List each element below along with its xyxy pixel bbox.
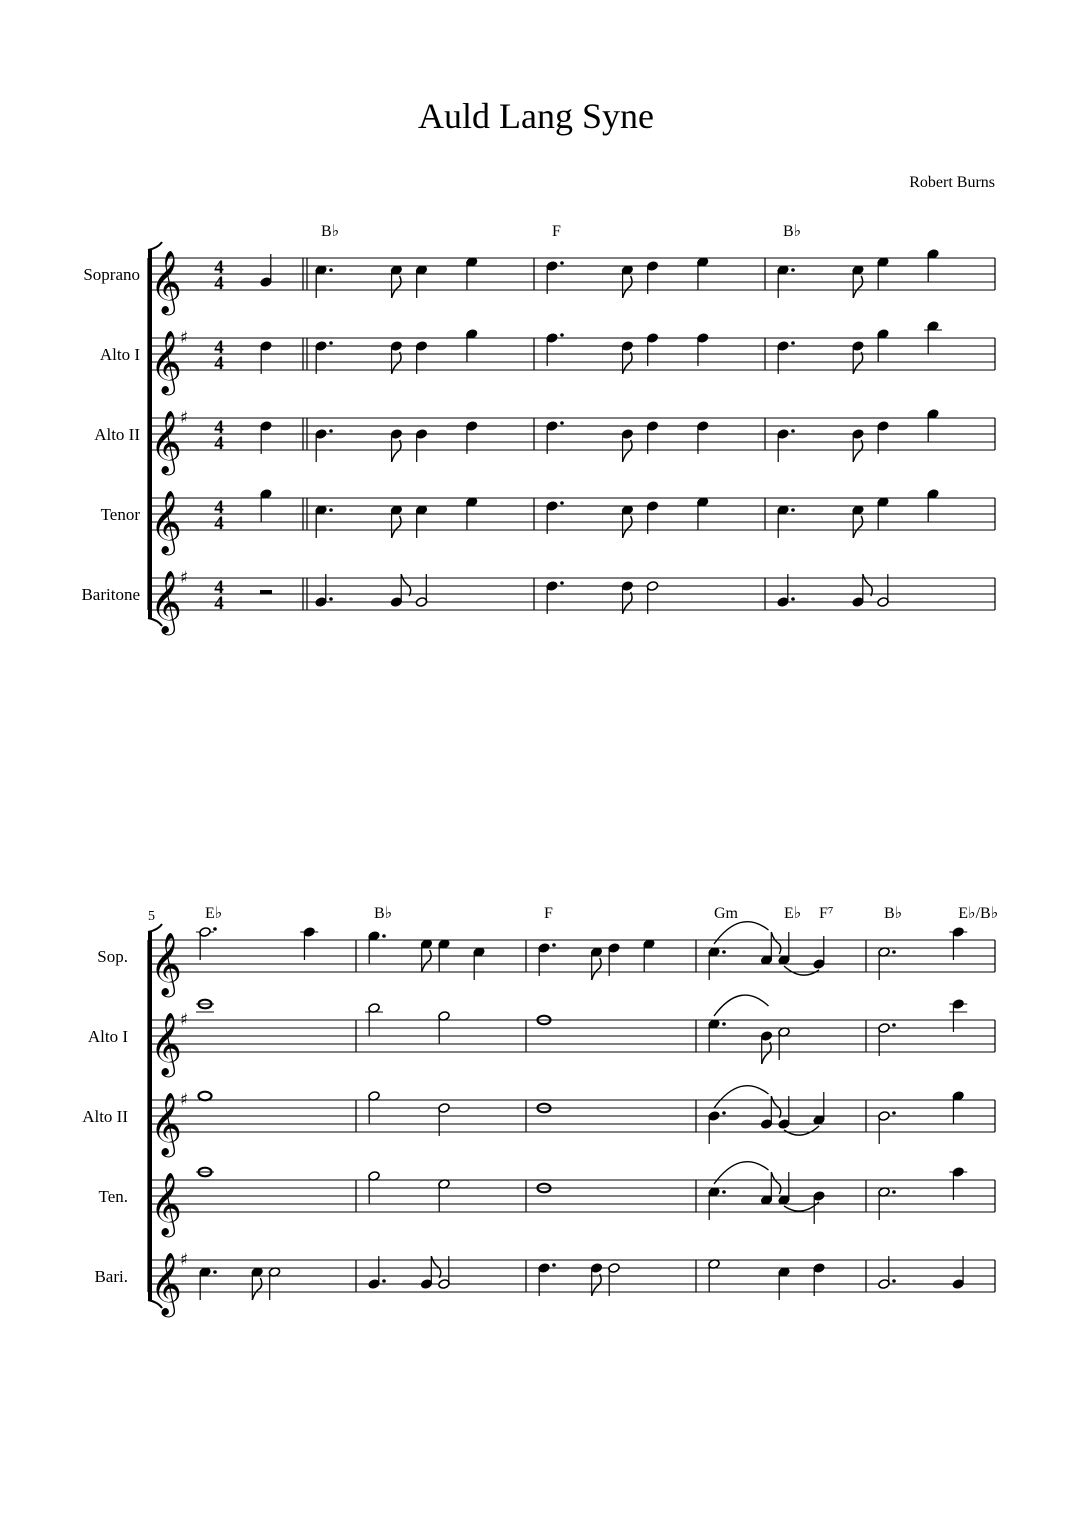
time-signature-numerator: 4 [214, 577, 224, 598]
slur [714, 1086, 769, 1108]
treble-clef-icon: 𝄞 [150, 1172, 182, 1235]
augmentation-dot [892, 1190, 896, 1194]
note [760, 1172, 780, 1205]
note [608, 1263, 620, 1296]
instrument-label: Tenor [100, 505, 140, 524]
note [643, 939, 655, 972]
augmentation-dot [560, 261, 564, 265]
note [621, 341, 633, 374]
note [365, 1003, 383, 1036]
augmentation-dot [213, 927, 217, 931]
time-signature-denominator: 4 [214, 273, 224, 294]
note [852, 265, 864, 298]
note [778, 1027, 790, 1060]
note [697, 333, 709, 366]
augmentation-dot [329, 341, 333, 345]
note [251, 1267, 263, 1300]
note [390, 265, 402, 298]
note [646, 421, 658, 454]
time-signature-denominator: 4 [214, 513, 224, 534]
instrument-label: Ten. [98, 1187, 128, 1206]
note [697, 497, 709, 530]
note [438, 1011, 450, 1044]
sharp-icon: ♯ [179, 408, 189, 428]
note-flag [853, 352, 863, 374]
note-flag [252, 1278, 262, 1300]
note-flag [392, 440, 402, 462]
sharp-icon: ♯ [179, 1250, 189, 1270]
note [924, 321, 942, 354]
note-flag [771, 1172, 781, 1194]
augmentation-dot [552, 1263, 556, 1267]
staff-alto-ii [82, 1086, 995, 1158]
instrument-label: Alto I [99, 345, 140, 364]
notehead [199, 1092, 212, 1101]
note [260, 341, 272, 374]
note [760, 932, 780, 965]
note [708, 1019, 726, 1052]
note-flag [771, 1096, 781, 1118]
note [300, 927, 318, 960]
note [778, 932, 790, 965]
slur [714, 922, 769, 944]
note [415, 341, 427, 374]
note [621, 429, 633, 462]
half-rest [260, 590, 272, 594]
note [466, 421, 478, 454]
note [415, 574, 427, 607]
note [813, 936, 825, 969]
note-flag [431, 1256, 441, 1278]
note [877, 574, 889, 607]
staff-alto-ii [94, 408, 995, 476]
augmentation-dot [213, 1270, 217, 1274]
note-flag [623, 516, 633, 538]
instrument-label: Alto I [87, 1027, 128, 1046]
note [260, 254, 272, 287]
note-flag [853, 516, 863, 538]
augmentation-dot [329, 508, 333, 512]
note [927, 249, 939, 282]
augmentation-dot [892, 1279, 896, 1283]
note-flag [592, 1274, 602, 1296]
note [949, 999, 967, 1032]
note [473, 947, 485, 980]
augmentation-dot [329, 429, 333, 433]
note [952, 1256, 964, 1289]
system-1 [81, 223, 995, 636]
note [315, 265, 333, 298]
time-signature-numerator: 4 [214, 337, 224, 358]
instrument-label: Bari. [94, 1267, 128, 1286]
note [196, 927, 217, 960]
note [646, 581, 658, 614]
note [852, 429, 864, 462]
note [438, 1256, 450, 1289]
note [877, 497, 889, 530]
note [621, 581, 633, 614]
sharp-icon: ♯ [179, 568, 189, 588]
treble-clef-icon: 𝄞 [150, 330, 182, 393]
note-flag [771, 932, 781, 954]
note [646, 501, 658, 534]
note [852, 341, 864, 374]
note [368, 1091, 380, 1124]
staff-alto-i [88, 995, 995, 1078]
note-flag [853, 276, 863, 298]
music-systems [81, 223, 998, 1318]
instrument-label: Alto II [94, 425, 140, 444]
note [949, 927, 967, 960]
time-signature-numerator: 4 [214, 497, 224, 518]
staff-tenor [101, 489, 995, 556]
time-signature-numerator: 4 [214, 417, 224, 438]
note [438, 1103, 450, 1136]
note [646, 261, 658, 294]
note [466, 257, 478, 290]
composer-credit: Robert Burns [909, 174, 995, 191]
note [877, 329, 889, 362]
chord-symbol: F⁷ [819, 905, 834, 922]
instrument-label: Soprano [83, 265, 140, 284]
augmentation-dot [560, 333, 564, 337]
note-flag [623, 592, 633, 614]
note-flag [623, 276, 633, 298]
note [697, 421, 709, 454]
chord-symbol: F [544, 905, 553, 922]
staff-sop [97, 922, 995, 998]
note [415, 505, 427, 538]
note-flag [762, 1042, 772, 1064]
slur [784, 966, 819, 975]
treble-clef-icon: 𝄞 [150, 490, 182, 553]
note [708, 1259, 720, 1292]
augmentation-dot [791, 429, 795, 433]
augmentation-dot [560, 501, 564, 505]
augmentation-dot [892, 1111, 896, 1115]
note-flag [863, 574, 873, 596]
note-flag [401, 574, 411, 596]
note [927, 409, 939, 442]
time-signature-denominator: 4 [214, 593, 224, 614]
note [621, 265, 633, 298]
time-signature-denominator: 4 [214, 433, 224, 454]
note [590, 947, 602, 980]
note-flag [392, 516, 402, 538]
augmentation-dot [791, 508, 795, 512]
instrument-label: Baritone [81, 585, 140, 604]
slur [714, 995, 769, 1016]
note [852, 505, 864, 538]
note [315, 505, 333, 538]
staff-soprano [83, 249, 995, 316]
note [268, 1267, 280, 1300]
note [621, 505, 633, 538]
augmentation-dot [560, 581, 564, 585]
note-flag [392, 276, 402, 298]
note [390, 429, 402, 462]
note [590, 1263, 602, 1296]
chord-symbol: B♭ [884, 905, 903, 922]
treble-clef-icon: 𝄞 [150, 250, 182, 313]
treble-clef-icon: 𝄞 [150, 1012, 182, 1075]
chord-symbol: F [552, 223, 561, 240]
note [949, 1167, 967, 1200]
note-flag [392, 352, 402, 374]
chord-symbol: Gm [714, 905, 738, 922]
augmentation-dot [552, 943, 556, 947]
note [877, 421, 889, 454]
time-signature-numerator: 4 [214, 257, 224, 278]
note-flag [422, 950, 432, 972]
note [390, 505, 402, 538]
note [196, 1168, 214, 1177]
sharp-icon: ♯ [179, 1090, 189, 1110]
augmentation-dot [329, 597, 333, 601]
chord-symbol: B♭ [374, 905, 393, 922]
staff-bari [94, 1250, 995, 1318]
sharp-icon: ♯ [179, 1010, 189, 1030]
note [368, 1171, 380, 1204]
augmentation-dot [722, 950, 726, 954]
note [697, 257, 709, 290]
treble-clef-icon: 𝄞 [150, 570, 182, 633]
system-2 [82, 905, 998, 1318]
note-flag [592, 958, 602, 980]
note-flag [623, 440, 633, 462]
note [813, 1191, 825, 1224]
note [196, 1000, 214, 1012]
note [390, 341, 402, 374]
staff-alto-i [100, 321, 995, 396]
note [199, 1092, 212, 1101]
instrument-label: Alto II [82, 1107, 128, 1126]
measure-number: 5 [148, 909, 155, 924]
augmentation-dot [722, 1022, 726, 1026]
note [438, 939, 450, 972]
chord-symbol: E♭ [205, 905, 223, 922]
staff-baritone [81, 568, 995, 636]
note [777, 505, 795, 538]
note [813, 1263, 825, 1296]
augmentation-dot [791, 268, 795, 272]
note [878, 1187, 896, 1220]
note [260, 489, 272, 522]
note [813, 1092, 825, 1125]
chord-symbol: E♭ [784, 905, 802, 922]
chord-symbol: E♭/B♭ [958, 905, 999, 922]
note [878, 947, 896, 980]
note [778, 1096, 790, 1129]
note [708, 947, 726, 980]
augmentation-dot [791, 597, 795, 601]
note [877, 257, 889, 290]
treble-clef-icon: 𝄞 [150, 1092, 182, 1155]
note [466, 497, 478, 530]
treble-clef-icon: 𝄞 [150, 410, 182, 473]
note [777, 265, 795, 298]
augmentation-dot [722, 1111, 726, 1115]
slur [714, 1162, 769, 1184]
note [927, 489, 939, 522]
augmentation-dot [722, 1190, 726, 1194]
piece-title: Auld Lang Syne [418, 96, 654, 136]
staff-ten [99, 1162, 996, 1238]
augmentation-dot [791, 341, 795, 345]
sharp-icon: ♯ [179, 328, 189, 348]
chord-symbol: B♭ [321, 223, 340, 240]
note [608, 943, 620, 976]
chord-symbol: B♭ [783, 223, 802, 240]
instrument-label: Sop. [97, 947, 128, 966]
augmentation-dot [560, 421, 564, 425]
note-flag [623, 352, 633, 374]
note [466, 329, 478, 362]
slur [784, 1126, 819, 1135]
time-signature-denominator: 4 [214, 353, 224, 374]
bracket-hook-top [148, 924, 162, 932]
note [260, 421, 272, 454]
augmentation-dot [382, 1279, 386, 1283]
note [415, 429, 427, 462]
note [420, 939, 432, 972]
note [438, 1179, 450, 1212]
augmentation-dot [892, 950, 896, 954]
note [646, 333, 658, 366]
note [760, 1031, 772, 1064]
note [778, 1267, 790, 1300]
note [708, 1187, 726, 1220]
bracket-hook-top [148, 242, 162, 250]
note [778, 1172, 790, 1205]
note [368, 931, 386, 964]
note-flag [853, 440, 863, 462]
treble-clef-icon: 𝄞 [150, 1252, 182, 1315]
note [952, 1091, 964, 1124]
augmentation-dot [892, 1023, 896, 1027]
augmentation-dot [382, 934, 386, 938]
augmentation-dot [329, 268, 333, 272]
note [415, 265, 427, 298]
note [199, 1267, 217, 1300]
treble-clef-icon: 𝄞 [150, 932, 182, 995]
